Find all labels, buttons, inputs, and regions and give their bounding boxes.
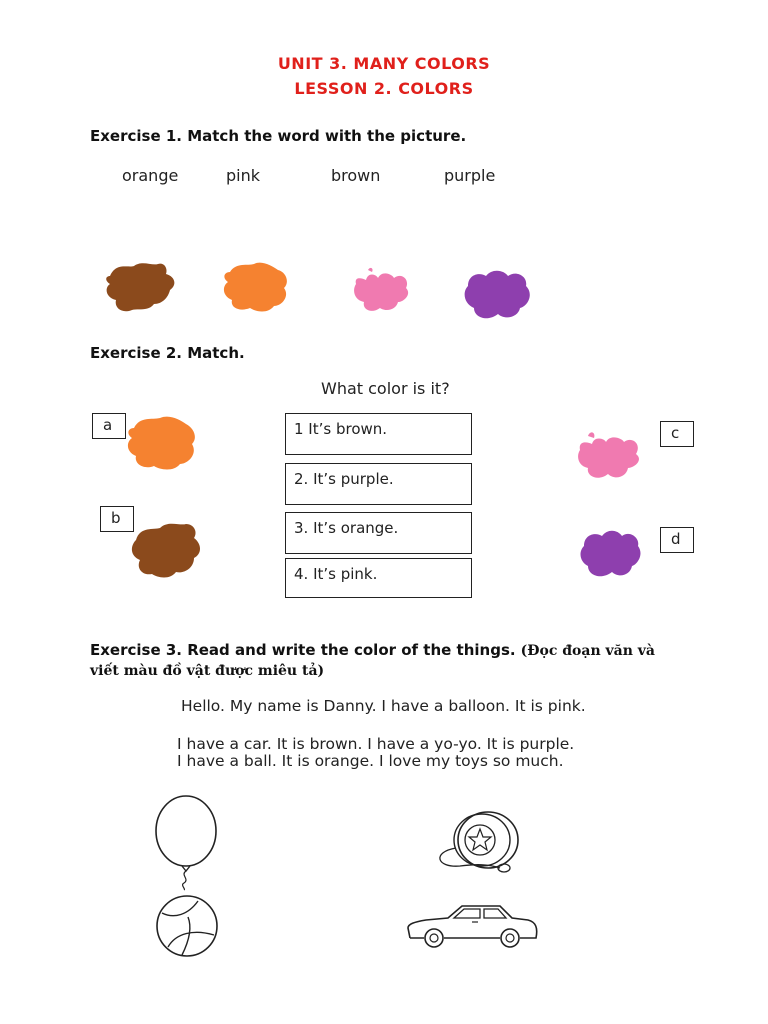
- balloon-icon: [150, 795, 222, 890]
- purple-splat: [460, 266, 534, 322]
- sentence-2: 2. It’s purple.: [294, 470, 394, 488]
- exercise-1-heading: Exercise 1. Match the word with the picture.: [90, 127, 467, 145]
- orange-splat-a: [124, 412, 200, 474]
- story-line-1: Hello. My name is Danny. I have a balloon. It is pink.: [181, 697, 586, 715]
- yo-yo-icon: [430, 808, 530, 878]
- pink-splat-c: [574, 428, 646, 482]
- exercise-2-heading: Exercise 2. Match.: [90, 344, 245, 362]
- pink-splat: [350, 266, 414, 314]
- unit-title: UNIT 3. MANY COLORS: [277, 54, 491, 73]
- sentence-box-3[interactable]: [285, 512, 472, 554]
- sentence-box-4[interactable]: [285, 558, 472, 598]
- story-line-2: I have a car. It is brown. I have a yo-yo. It is purple.: [177, 735, 575, 753]
- sentence-box-1[interactable]: [285, 413, 472, 455]
- exercise-3-heading-vi-cont: viết màu đồ vật được miêu tả): [90, 663, 325, 679]
- letter-box-b[interactable]: b: [100, 506, 134, 532]
- sentence-box-2[interactable]: [285, 463, 472, 505]
- lesson-title: LESSON 2. COLORS: [294, 79, 474, 98]
- brown-splat-b: [128, 518, 204, 582]
- word-purple: purple: [444, 166, 496, 185]
- question-text: What color is it?: [321, 379, 450, 398]
- ball-icon: [154, 893, 220, 959]
- orange-splat: [220, 258, 290, 316]
- sentence-3: 3. It’s orange.: [294, 519, 399, 537]
- exercise-3-heading: Exercise 3. Read and write the color of the things.: [90, 641, 516, 659]
- car-icon: [402, 898, 542, 956]
- letter-box-d[interactable]: d: [660, 527, 694, 553]
- letter-box-a[interactable]: a: [92, 413, 126, 439]
- word-orange: orange: [122, 166, 179, 185]
- story-line-3: I have a ball. It is orange. I love my toys so much.: [177, 752, 564, 770]
- exercise-3-heading-vi: (Đọc đoạn văn và: [520, 643, 655, 659]
- purple-splat-d: [576, 526, 642, 580]
- brown-splat: [102, 258, 178, 314]
- letter-box-c[interactable]: c: [660, 421, 694, 447]
- word-brown: brown: [331, 166, 381, 185]
- exercise-3-heading-row: [90, 640, 710, 659]
- sentence-1: 1 It’s brown.: [294, 420, 388, 438]
- sentence-4: 4. It’s pink.: [294, 565, 378, 583]
- word-pink: pink: [226, 166, 261, 185]
